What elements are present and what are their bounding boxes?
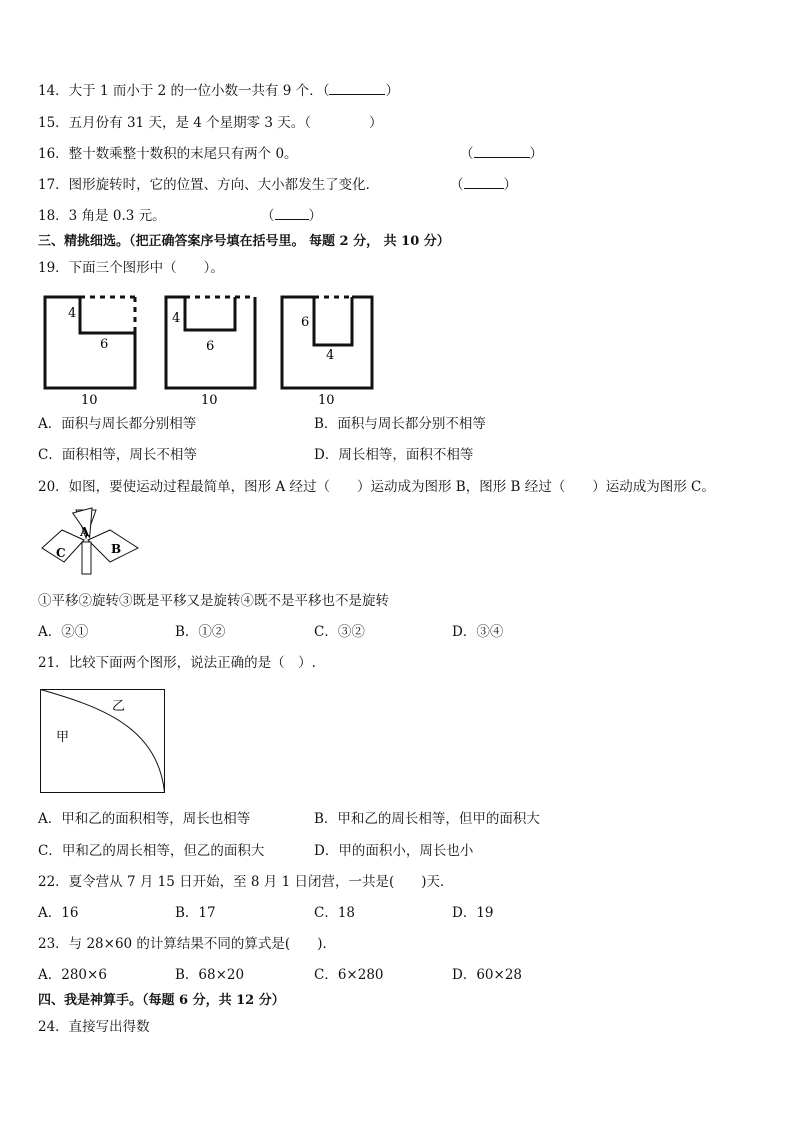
q19-option-a[interactable]: A．面积与周长都分别相等 <box>38 416 197 432</box>
section-3-heading: 三、精挑细选。（把正确答案序号填在括号里。 每题 2 分， 共 10 分） <box>38 234 450 249</box>
q19-figure-1 <box>45 297 135 388</box>
question-23-stem: 23．与 28×60 的计算结果不同的算式是( )． <box>38 936 336 952</box>
q23-option-a[interactable]: A．280×6 <box>38 967 107 983</box>
q20-choice-list: ①平移②旋转③既是平移又是旋转④既不是平移也不是旋转 <box>38 593 389 609</box>
q19-fig3-side-label: 6 <box>301 315 310 330</box>
q23-option-b[interactable]: B．68×20 <box>175 967 245 983</box>
q21-figure <box>38 686 170 796</box>
section-4-heading: 四、我是神算手。（每题 6 分，共 12 分） <box>38 993 285 1008</box>
q19-fig3-bottom-label: 4 <box>326 348 335 363</box>
question-20-stem: 20．如图，要使运动过程最简单，图形 A 经过（ ）运动成为图形 B，图形 B 经过（ ）运动成为图形 C。 <box>38 479 715 495</box>
q19-fig3-base-label: 10 <box>318 393 335 408</box>
answer-blank[interactable] <box>464 176 504 189</box>
question-21-stem: 21．比较下面两个图形，说法正确的是（ ）. <box>38 655 316 671</box>
question-24: 24．直接写出得数 <box>38 1019 150 1035</box>
q19-figure-3 <box>282 297 372 388</box>
q23-option-c[interactable]: C．6×280 <box>314 967 384 983</box>
label-yi: 乙 <box>112 699 126 714</box>
q21-option-d[interactable]: D．甲的面积小，周长也小 <box>314 843 474 859</box>
question-18: 18．3 角是 0.3 元。 <box>38 208 166 224</box>
label-a: A <box>80 525 90 539</box>
stem-rect <box>82 542 91 574</box>
q22-option-a[interactable]: A．16 <box>38 905 79 921</box>
q19-fig1-base-label: 10 <box>81 393 98 408</box>
q21-option-c[interactable]: C．甲和乙的周长相等，但乙的面积大 <box>38 843 265 859</box>
q21-option-b[interactable]: B．甲和乙的周长相等，但甲的面积大 <box>314 811 540 827</box>
q19-fig2-side-label: 4 <box>172 311 181 326</box>
q19-figures <box>38 290 383 410</box>
answer-paren: （ ） <box>261 208 322 224</box>
q19-fig1-side-label: 4 <box>68 306 77 321</box>
answer-paren: （ ） <box>450 177 517 193</box>
q19-fig2-base-label: 10 <box>201 393 218 408</box>
q19-option-b[interactable]: B．面积与周长都分别不相等 <box>314 416 486 432</box>
q19-option-d[interactable]: D．周长相等，面积不相等 <box>314 447 474 463</box>
q20-option-a[interactable]: A．②① <box>38 624 89 640</box>
answer-blank[interactable] <box>329 82 385 95</box>
q19-fig2-bottom-label: 6 <box>206 339 215 354</box>
q19-fig1-bottom-label: 6 <box>100 337 109 352</box>
q23-option-d[interactable]: D．60×28 <box>452 967 522 983</box>
q20-figure <box>38 506 148 580</box>
q20-option-c[interactable]: C．③② <box>314 624 365 640</box>
question-19-stem: 19．下面三个图形中（ ）。 <box>38 260 224 276</box>
question-16: 16．整十数乘整十数积的末尾只有两个 0。 <box>38 146 298 162</box>
label-c: C <box>56 546 66 560</box>
q22-option-c[interactable]: C．18 <box>314 905 356 921</box>
q21-option-a[interactable]: A．甲和乙的面积相等，周长也相等 <box>38 811 251 827</box>
q20-option-d[interactable]: D．③④ <box>452 624 504 640</box>
label-jia: 甲 <box>56 730 70 745</box>
label-b: B <box>111 542 122 556</box>
question-22-stem: 22．夏令营从 7 月 15 日开始，至 8 月 1 日闭营，一共是( )天． <box>38 874 454 890</box>
q22-option-d[interactable]: D．19 <box>452 905 494 921</box>
question-14: 14．大于 1 而小于 2 的一位小数一共有 9 个．（ ） <box>38 83 399 99</box>
q22-option-b[interactable]: B．17 <box>175 905 216 921</box>
answer-blank[interactable] <box>474 145 530 158</box>
answer-blank[interactable] <box>275 207 309 220</box>
question-17: 17．图形旋转时，它的位置、方向、大小都发生了变化． <box>38 177 380 193</box>
answer-paren: （ ） <box>460 146 543 162</box>
q20-option-b[interactable]: B．①② <box>175 624 226 640</box>
question-15: 15．五月份有 31 天，是 4 个星期零 3 天。（ ） <box>38 115 383 131</box>
q19-option-c[interactable]: C．面积相等，周长不相等 <box>38 447 197 463</box>
